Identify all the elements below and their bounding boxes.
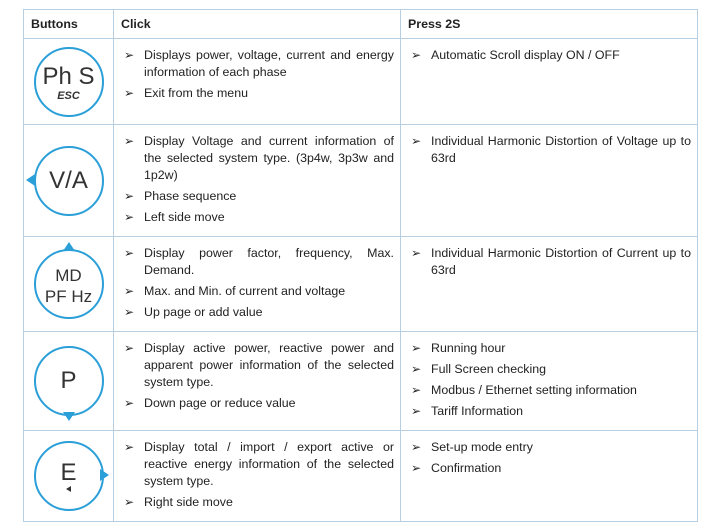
list-item: ➢ Tariff Information: [401, 403, 691, 420]
list-item: ➢ Running hour: [401, 340, 691, 357]
list-item: ➢ Phase sequence: [114, 188, 394, 205]
table-row: [24, 39, 698, 125]
bullet-arrow-icon: ➢: [123, 305, 135, 319]
list-item: ➢ Up page or add value: [114, 304, 394, 321]
button-sub-label: PF Hz: [44, 287, 93, 306]
button-cell: [24, 431, 114, 522]
table-row: [24, 237, 698, 332]
list-item: ➢ Display active power, reactive power and apparent power information of the selected system type.: [114, 340, 394, 391]
list-item: ➢ Right side move: [114, 494, 394, 511]
button-main-label: Ph S: [42, 63, 95, 90]
click-cell: [114, 431, 401, 522]
list-item: ➢ Down page or reduce value: [114, 395, 394, 412]
bullet-arrow-icon: ➢: [410, 341, 422, 355]
bullet-arrow-icon: ➢: [123, 246, 135, 260]
down-arrow-icon: [63, 412, 75, 421]
bullet-arrow-icon: ➢: [410, 48, 422, 62]
list-item: ➢ Left side move: [114, 209, 394, 226]
list-item: ➢ Max. and Min. of current and voltage: [114, 283, 394, 300]
bullet-arrow-icon: ➢: [123, 396, 135, 410]
bullet-arrow-icon: ➢: [410, 246, 422, 260]
left-arrow-icon: [26, 174, 35, 186]
header-click: Click: [114, 10, 401, 39]
click-cell: [114, 332, 401, 431]
button-main-label: MD: [55, 266, 82, 285]
bullet-arrow-icon: ➢: [123, 48, 135, 62]
bullet-arrow-icon: ➢: [410, 383, 422, 397]
button-main-label: V/A: [49, 166, 88, 194]
bullet-arrow-icon: ➢: [123, 134, 135, 148]
small-left-arrow-icon: [66, 486, 71, 492]
click-cell: [114, 237, 401, 332]
bullet-arrow-icon: ➢: [123, 495, 135, 509]
right-arrow-icon: [100, 469, 109, 481]
press-cell: [401, 39, 698, 125]
click-cell: [114, 39, 401, 125]
phs-esc-button: [34, 47, 104, 117]
table-row: [24, 125, 698, 237]
buttons-table: [23, 9, 698, 522]
button-cell: [24, 332, 114, 431]
bullet-arrow-icon: ➢: [123, 189, 135, 203]
header-buttons: Buttons: [24, 10, 114, 39]
list-item: ➢ Individual Harmonic Distortion of Current up to 63rd: [401, 245, 691, 279]
table-row: [24, 431, 698, 522]
button-cell: [24, 125, 114, 237]
bullet-arrow-icon: ➢: [123, 440, 135, 454]
bullet-arrow-icon: ➢: [410, 461, 422, 475]
press-cell: [401, 332, 698, 431]
bullet-arrow-icon: ➢: [123, 210, 135, 224]
bullet-arrow-icon: ➢: [410, 440, 422, 454]
up-arrow-icon: [63, 242, 75, 251]
button-cell: [24, 39, 114, 125]
list-item: ➢ Individual Harmonic Distortion of Voltage up to 63rd: [401, 133, 691, 167]
bullet-arrow-icon: ➢: [123, 341, 135, 355]
button-sub-label: ESC: [57, 90, 80, 102]
va-button: [34, 146, 104, 216]
p-button: [34, 346, 104, 416]
press-cell: [401, 237, 698, 332]
list-item: ➢ Full Screen checking: [401, 361, 691, 378]
header-row: [24, 10, 698, 39]
bullet-arrow-icon: ➢: [123, 86, 135, 100]
list-item: ➢ Display power factor, frequency, Max. Demand.: [114, 245, 394, 279]
list-item: ➢ Modbus / Ethernet setting information: [401, 382, 691, 399]
bullet-arrow-icon: ➢: [410, 404, 422, 418]
table-row: [24, 332, 698, 431]
list-item: ➢ Automatic Scroll display ON / OFF: [401, 47, 691, 64]
bullet-arrow-icon: ➢: [123, 284, 135, 298]
md-pf-hz-button: [34, 249, 104, 319]
header-press: Press 2S: [401, 10, 698, 39]
bullet-arrow-icon: ➢: [410, 134, 422, 148]
list-item: ➢ Set-up mode entry: [401, 439, 691, 456]
press-cell: [401, 431, 698, 522]
e-button: [34, 441, 104, 511]
button-cell: [24, 237, 114, 332]
press-cell: [401, 125, 698, 237]
list-item: ➢ Display total / import / export active or reactive energy information of the selected system type.: [114, 439, 394, 490]
button-main-label: P: [60, 367, 77, 394]
click-cell: [114, 125, 401, 237]
list-item: ➢ Displays power, voltage, current and energy information of each phase: [114, 47, 394, 81]
list-item: ➢ Confirmation: [401, 460, 691, 477]
list-item: ➢ Exit from the menu: [114, 85, 394, 102]
bullet-arrow-icon: ➢: [410, 362, 422, 376]
list-item: ➢ Display Voltage and current information of the selected system type. (3p4w, 3p3w and 1p2w): [114, 133, 394, 184]
button-main-label: E: [60, 459, 77, 486]
